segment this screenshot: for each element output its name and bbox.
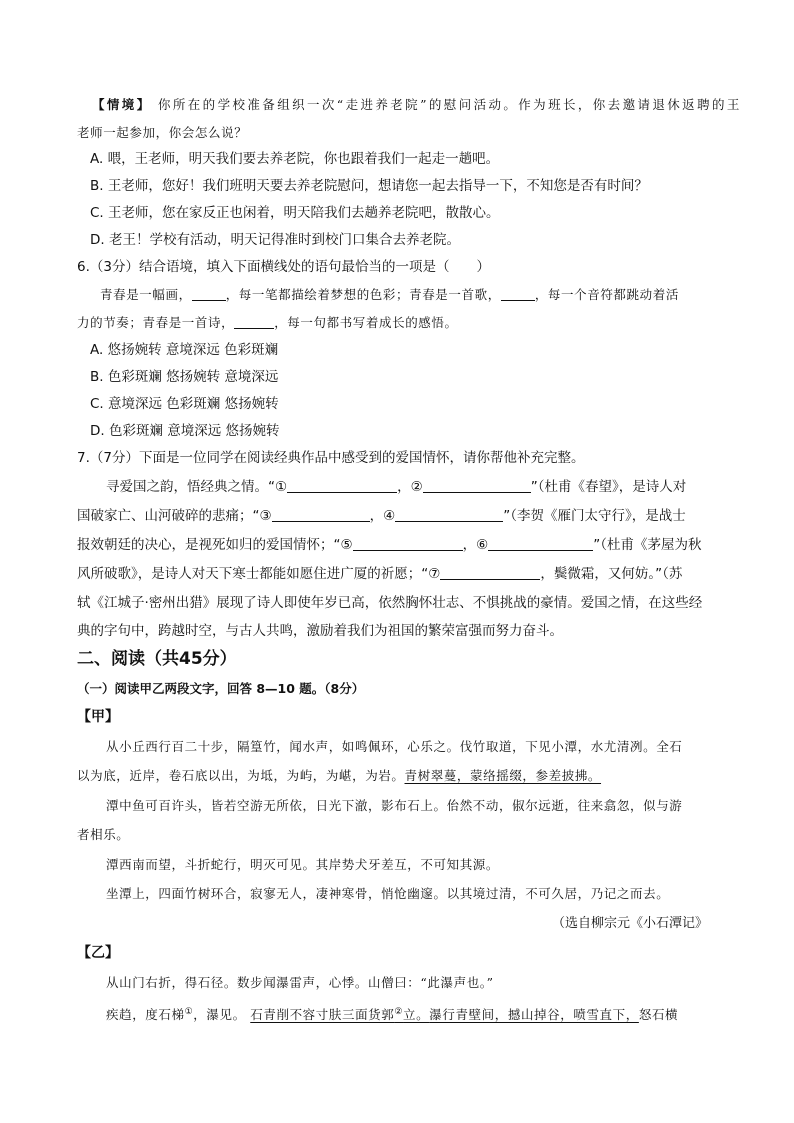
q7-text: 国破家亡、山河破碎的悲痛；“③: [77, 508, 272, 524]
q7-blank-1[interactable]: [287, 478, 397, 493]
q7-blank-7[interactable]: [440, 565, 540, 580]
q6-passage-text: 力的节奏；青春是一首诗，: [77, 315, 235, 330]
q7-blank-3[interactable]: [272, 507, 370, 522]
q7-text: ”（杜甫《茅屋为秋: [593, 537, 702, 553]
q5-context-line2: 老师一起参加，你会怎么说？: [77, 125, 248, 140]
q5-option-b: B. 王老师，您好！我们班明天要去养老院慰问，想请您一起去指导一下，不知您是否有时间？: [90, 178, 648, 194]
q7-blank-6[interactable]: [488, 536, 593, 551]
q6-option-d: D. 色彩斑斓 意境深远 悠扬婉转: [90, 423, 280, 439]
q5-option-d: D. 老王！学校有活动，明天记得准时到校门口集合去养老院。: [90, 232, 460, 248]
q7-line2: [77, 507, 686, 525]
passage-jia-label: 【甲】: [77, 709, 119, 725]
q7-text: ，②: [397, 479, 423, 495]
q5-option-c: C. 王老师，您在家反正也闲着，明天陪我们去趟养老院吧，散散心。: [90, 205, 500, 221]
q7-text: 风所破歌》，是诗人对天下寒士都能如愿住进广厦的祈愿；“⑦: [77, 566, 441, 582]
section-subheading: （一）阅读甲乙两段文字，回答 8—10 题。（8分）: [77, 681, 365, 696]
jia-p2-line1: 潭中鱼可百许头，皆若空游无所依，日光下澈，影布石上。佁然不动，俶尔远逝，往来翕忽，似与游: [106, 798, 683, 813]
q7-stem: 7.（7分）下面是一位同学在阅读经典作品中感受到的爱国情怀，请你帮他补充完整。: [77, 450, 585, 466]
q7-blank-4[interactable]: [395, 507, 503, 522]
q5-context-line1: [92, 96, 740, 114]
q6-passage-line2: [77, 314, 458, 332]
q7-blank-2[interactable]: [423, 478, 531, 493]
jia-p4: 坐潭上，四面竹树环合，寂寥无人，凄神寒骨，悄怆幽邃。以其境过清，不可久居，乃记之而去。: [106, 886, 670, 901]
jia-text: 以为底，近岸，卷石底以出，为坻，为屿，为嵁，为岩。: [77, 768, 405, 783]
q6-option-a: A. 悠扬婉转 意境深远 色彩斑斓: [90, 342, 279, 358]
q7-text: ，鬓微霜，又何妨。”（苏: [540, 566, 683, 582]
q7-blank-5[interactable]: [353, 536, 463, 551]
q7-text: 寻爱国之韵，悟经典之情。“①: [106, 479, 288, 495]
q7-text: ，⑥: [462, 537, 489, 553]
q7-line1: [106, 478, 686, 496]
q6-passage-line1: [100, 286, 679, 304]
q6-passage-text: ，每一个音符都跳动着活: [534, 287, 679, 302]
jia-underlined-sentence: 青树翠蔓，蒙络摇缀，参差披拂。: [404, 768, 602, 783]
q6-passage-text: ，每一句都书写着成长的感悟。: [274, 315, 458, 330]
q6-blank-1[interactable]: [192, 286, 226, 301]
yi-text: 立。: [403, 1007, 430, 1022]
jia-p3: 潭西南而望，斗折蛇行，明灭可见。其岸势犬牙差互，不可知其源。: [106, 857, 500, 872]
q6-option-b: B. 色彩斑斓 悠扬婉转 意境深远: [90, 369, 279, 385]
q6-stem: 6.（3分）结合语境，填入下面横线处的语句最恰当的一项是（ ）: [77, 259, 490, 275]
q7-text: 报效朝廷的决心，是视死如归的爱国情怀；“⑤: [77, 537, 353, 553]
yi-text: ，瀑见。: [193, 1007, 246, 1022]
q7-line6: 典的字句中，跨越时空，与古人共鸣，激励着我们为祖国的繁荣富强而努力奋斗。: [77, 623, 563, 639]
yi-underlined-sentence-1: [250, 1007, 429, 1022]
q6-passage-text: ，每一笔都描绘着梦想的色彩；青春是一首歌，: [225, 287, 501, 302]
jia-p2-line2: 者相乐。: [77, 827, 130, 842]
q7-text: ”（李贺《雁门太守行》，是战士: [503, 508, 686, 524]
yi-text: 怒石横: [638, 1007, 679, 1022]
q7-text: ，④: [369, 508, 396, 524]
q6-blank-3[interactable]: [234, 314, 274, 329]
yi-underlined-sentence-2: 瀑行青壁间，撼山掉谷，喷雪直下，: [429, 1007, 639, 1022]
q5-option-a: A. 喂，王老师，明天我们要去养老院，你也跟着我们一起走一趟吧。: [90, 151, 500, 167]
footnote-marker: ①: [184, 1007, 194, 1017]
q5-context-label: 【情境】: [92, 97, 152, 112]
yi-text: 石青削不容寸肤三面货郭: [250, 1007, 395, 1022]
passage-yi-label: 【乙】: [77, 945, 119, 961]
yi-text: 疾趋，度石梯: [106, 1007, 185, 1022]
section-heading: 二、阅读（共45分）: [77, 649, 237, 669]
jia-p1-line2: [77, 767, 601, 785]
q7-line4: [77, 565, 682, 583]
q6-blank-2[interactable]: [501, 286, 535, 301]
q5-context-text: 你所在的学校准备组织一次“走进养老院”的慰问活动。作为班长，你去邀请退休返聘的王: [157, 97, 740, 112]
yi-p1: 从山门右折，得石径。数步闻瀑雷声，心悸。山僧曰：“此瀑声也。”: [106, 975, 494, 990]
jia-p1-line1: 从小丘西行百二十步，隔篁竹，闻水声，如鸣佩环，心乐之。伐竹取道，下见小潭，水尤清冽。全石: [106, 739, 683, 754]
q7-line5: 轼《江城子·密州出猎》展现了诗人即使年岁已高，依然胸怀壮志、不惧挑战的豪情。爱国之情，在这些经: [77, 595, 703, 611]
q6-option-c: C. 意境深远 色彩斑斓 悠扬婉转: [90, 396, 279, 412]
q7-line3: [77, 536, 701, 554]
jia-source: （选自柳宗元《小石潭记》: [552, 916, 709, 931]
q7-text: ”（杜甫《春望》，是诗人对: [530, 479, 687, 495]
yi-p2-line1: [106, 1003, 678, 1024]
footnote-marker: ②: [394, 1007, 404, 1017]
q6-passage-text: 青春是一幅画，: [100, 287, 192, 302]
